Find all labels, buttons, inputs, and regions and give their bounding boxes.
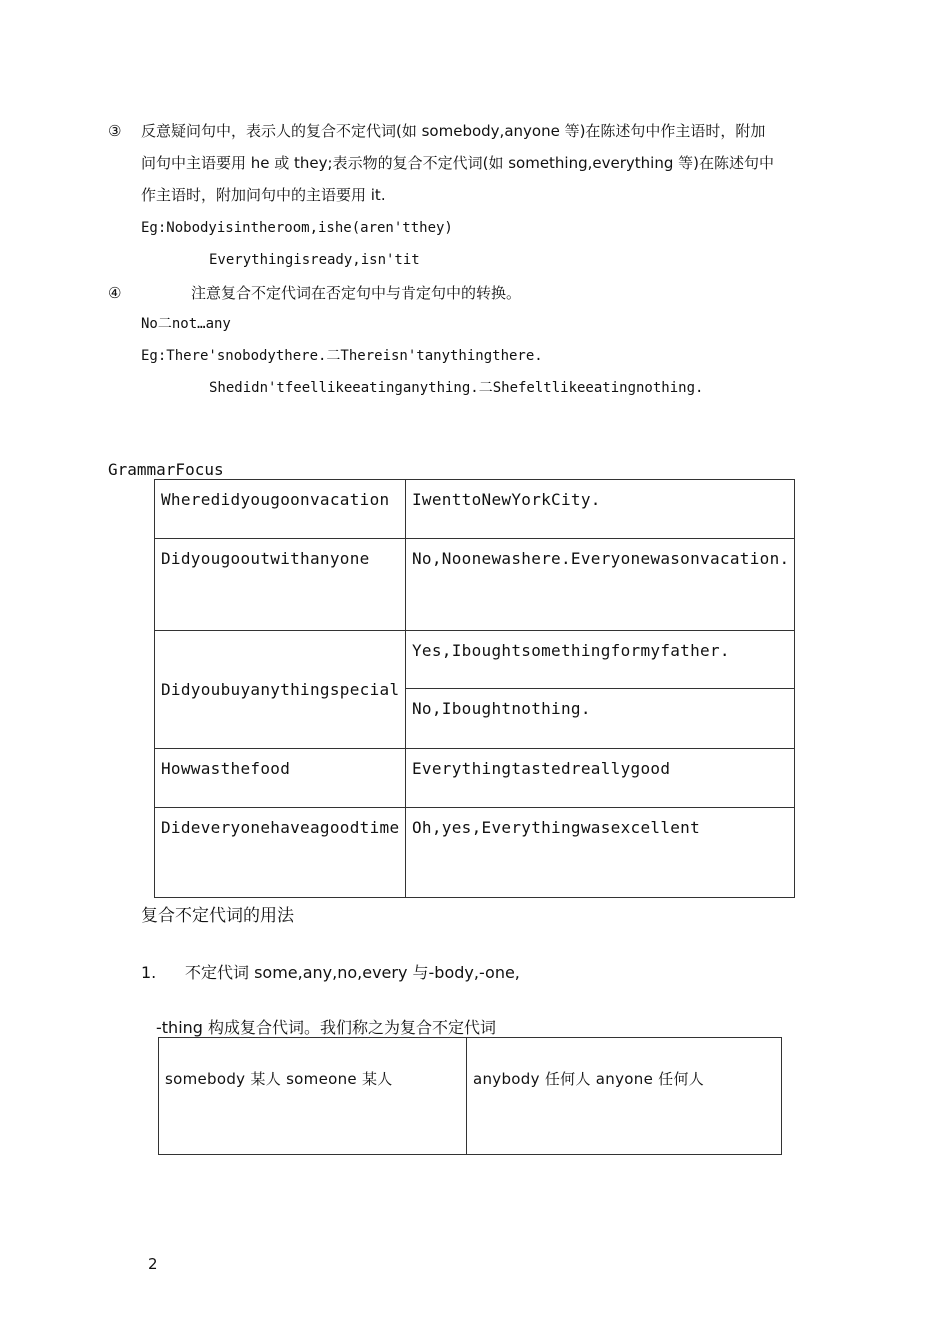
item4-formula: No二not…any [141, 316, 231, 332]
item4-example-1: Eg:There'snobodythere.二Thereisn'tanythingthere. [141, 348, 543, 364]
question-cell: Wheredidyougoonvacation [155, 480, 406, 539]
item3-marker: ③ [108, 122, 122, 140]
pronoun-cell-right: anybody 任何人 anyone 任何人 [467, 1038, 782, 1155]
answer-cell: Everythingtastedreallygood [406, 749, 795, 808]
item3-example-1: Eg:Nobodyisintheroom,ishe(aren'tthey) [141, 220, 453, 236]
table-row [155, 480, 795, 539]
grammar-focus-heading: GrammarFocus [108, 460, 224, 479]
item3-example-2: Everythingisready,isn'tit [209, 252, 420, 268]
item4-marker: ④ [108, 284, 122, 302]
answer-cell: No,Noonewashere.Everyonewasonvacation. [406, 539, 795, 631]
question-cell: Howwasthefood [155, 749, 406, 808]
pronoun-table [158, 1037, 782, 1155]
answer-cell: IwenttoNewYorkCity. [406, 480, 795, 539]
item3-line-2: 问句中主语要用 he 或 they;表示物的复合不定代词(如 something,everything 等)在陈述句中 [141, 154, 774, 172]
table-row [155, 749, 795, 808]
question-cell: Didyougooutwithanyone [155, 539, 406, 631]
question-cell: Didyoubuyanythingspecial [155, 631, 406, 749]
item3-line-1: 反意疑问句中，表示人的复合不定代词(如 somebody,anyone 等)在陈述句中作主语时，附加 [141, 122, 766, 140]
table-row [159, 1038, 782, 1155]
usage-item1-number: 1. [141, 963, 157, 982]
table-row [155, 631, 795, 689]
table-row [155, 808, 795, 898]
answer-cell: Oh,yes,Everythingwasexcellent [406, 808, 795, 898]
item3-line-3: 作主语时，附加问句中的主语要用 it. [141, 186, 386, 204]
answer-cell: No,Iboughtnothing. [406, 689, 795, 749]
answer-cell: Yes,Iboughtsomethingformyfather. [406, 631, 795, 689]
grammar-focus-table [154, 479, 795, 898]
question-cell: Dideveryonehaveagoodtime [155, 808, 406, 898]
pronoun-cell-left: somebody 某人 someone 某人 [159, 1038, 467, 1155]
usage-item1-line1: 不定代词 some,any,no,every 与-body,-one, [185, 963, 520, 982]
usage-heading: 复合不定代词的用法 [141, 906, 294, 926]
item4-example-2: Shedidn'tfeellikeeatinganything.二Shefeltlikeeatingnothing. [209, 380, 704, 396]
item4-text: 注意复合不定代词在否定句中与肯定句中的转换。 [191, 284, 522, 302]
usage-item1-line2: -thing 构成复合代词。我们称之为复合不定代词 [156, 1018, 497, 1037]
page-number: 2 [148, 1255, 158, 1273]
table-row [155, 539, 795, 631]
